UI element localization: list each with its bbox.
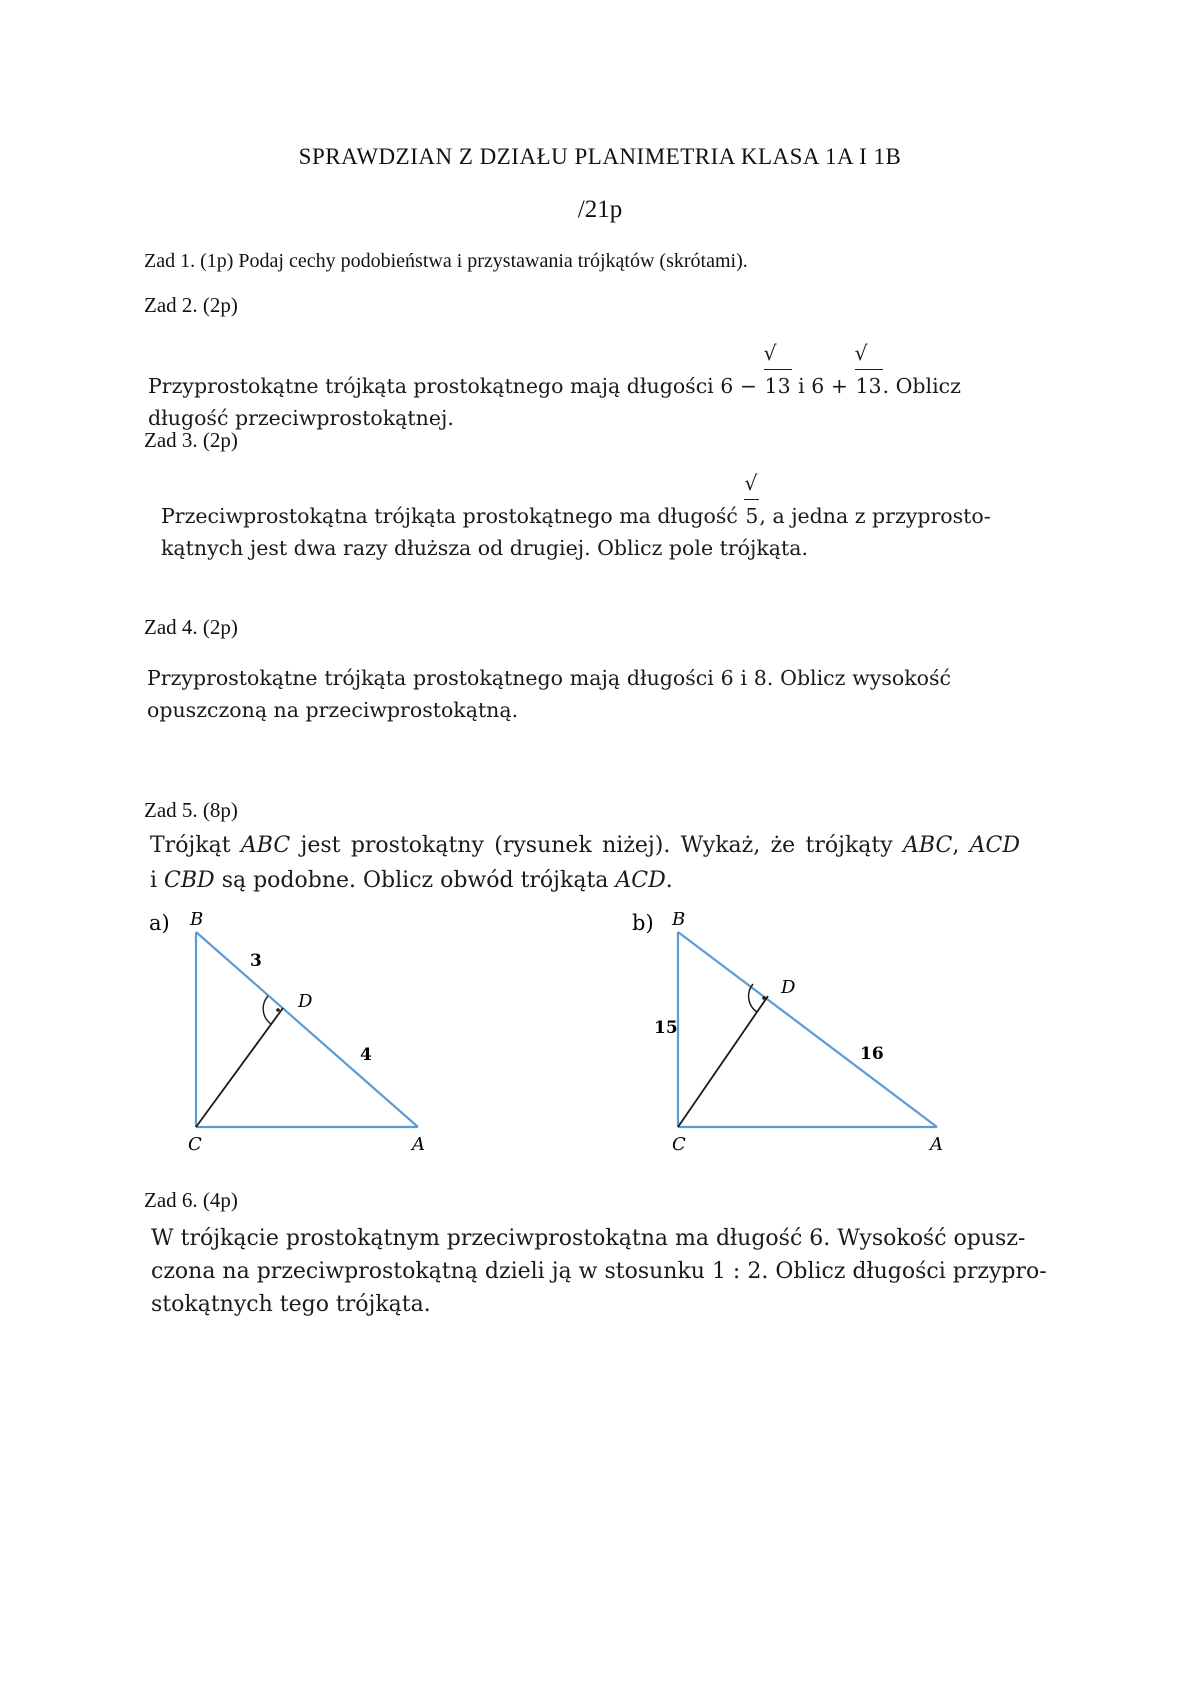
- figure-a: [149, 909, 425, 1155]
- task-3-head: Zad 3.: [144, 428, 198, 452]
- task-3-heading: [144, 428, 238, 453]
- radicand-b: 13: [855, 369, 883, 402]
- figure-a-vertex-a: A: [412, 1134, 425, 1155]
- task-3-text-a: Przeciwprostokątna trójkąta prostokątnego ma długość: [161, 504, 738, 528]
- math-abc: ABC: [240, 833, 291, 858]
- task-4-points: (2p): [202, 615, 238, 639]
- figure-a-length-bd: 3: [250, 951, 262, 971]
- page-title: SPRAWDZIAN Z DZIAŁU PLANIMETRIA KLASA 1A I 1B: [298, 144, 902, 169]
- figure-a-vertex-c: C: [188, 1134, 202, 1155]
- task-2-line-2: długość przeciwprostokątnej.: [148, 406, 454, 430]
- task-6-heading: [144, 1188, 238, 1213]
- task-5-heading: [144, 798, 238, 823]
- task-2-heading: [144, 293, 238, 318]
- figure-b-side-ba: [678, 932, 937, 1127]
- task-5-line-2: [150, 863, 1020, 898]
- task-5-line-1: [150, 828, 1020, 863]
- figure-a-right-angle-mark: [263, 996, 271, 1024]
- task-4-heading: [144, 615, 238, 640]
- task-2-text-c: . Oblicz: [882, 374, 961, 398]
- task-3-line-1: [161, 467, 991, 532]
- task-6-head: Zad 6.: [144, 1188, 198, 1212]
- task-5-text-d: są podobne. Oblicz obwód trójkąta: [221, 868, 609, 893]
- figure-b-altitude: [678, 996, 768, 1127]
- task-5-comma: ,: [952, 833, 960, 858]
- task-1-text: Podaj cechy podobieństwa i przystawania trójkątów (skrótami).: [238, 250, 748, 272]
- sqrt-13-b: √ 13: [855, 337, 883, 402]
- figure-b-label: b): [632, 911, 654, 935]
- task-2-body: [148, 337, 961, 434]
- task-4-head: Zad 4.: [144, 615, 198, 639]
- task-1-head: Zad 1.: [144, 250, 196, 272]
- figure-b: [632, 909, 943, 1155]
- task-3-body: [161, 467, 991, 564]
- task-2-text-a: Przyprostokątne trójkąta prostokątnego mają długości 6 −: [148, 374, 757, 398]
- figure-a-label: a): [149, 911, 170, 935]
- task-5-head: Zad 5.: [144, 798, 198, 822]
- task-5-text-a: Trójkąt: [150, 833, 231, 858]
- figure-b-length-bc: 15: [654, 1018, 678, 1038]
- figure-a-vertex-b: B: [190, 909, 204, 930]
- math-abc-2: ABC: [903, 833, 953, 858]
- task-2-points: (2p): [202, 293, 238, 317]
- task-5-points: (8p): [202, 798, 238, 822]
- task-1-points: (1p): [200, 250, 234, 272]
- total-points: /21p: [577, 196, 623, 223]
- task-2-line-1: [148, 337, 961, 402]
- math-cbd: CBD: [164, 868, 215, 893]
- radicand-a: 13: [764, 369, 792, 402]
- figure-b-vertex-a: A: [930, 1134, 943, 1155]
- task-2-head: Zad 2.: [144, 293, 198, 317]
- task-3-points: (2p): [202, 428, 238, 452]
- math-acd: ACD: [969, 833, 1021, 858]
- figure-a-length-da: 4: [360, 1045, 372, 1065]
- radicand-5: 5: [744, 499, 759, 532]
- figure-b-vertex-d: D: [781, 977, 796, 998]
- task-4-line-1: Przyprostokątne trójkąta prostokątnego mają długości 6 i 8. Oblicz wysokość: [147, 666, 951, 690]
- figure-a-side-ba: [196, 932, 418, 1127]
- task-6-points: (4p): [202, 1188, 238, 1212]
- task-6-line-3: stokątnych tego trójkąta.: [151, 1292, 431, 1317]
- math-acd-2: ACD: [615, 868, 666, 893]
- task-5-text-c: i: [150, 868, 158, 893]
- sqrt-13-a: √ 13: [764, 337, 792, 402]
- task-6-line-1: W trójkącie prostokątnym przeciwprostokątna ma długość 6. Wysokość opusz-: [151, 1226, 1026, 1251]
- task-5-dot: .: [665, 868, 673, 893]
- task-3-line-2: kątnych jest dwa razy dłuższa od drugiej. Oblicz pole trójkąta.: [161, 536, 808, 560]
- figure-a-altitude: [196, 1008, 283, 1127]
- task-4-body: [147, 662, 951, 726]
- task-5-text-b: jest prostokątny (rysunek niżej). Wykaż, że trójkąty: [300, 833, 893, 858]
- figure-a-right-angle-dot: [276, 1008, 280, 1012]
- task-1: [144, 250, 748, 273]
- sqrt-5: √ 5: [744, 467, 759, 532]
- figure-b-vertex-b: B: [672, 909, 686, 930]
- figure-b-right-angle-dot: [762, 996, 766, 1000]
- task-5-body: [150, 828, 1020, 898]
- task-6-body: [151, 1222, 1047, 1321]
- figure-b-vertex-c: C: [672, 1134, 686, 1155]
- figure-a-vertex-d: D: [298, 991, 313, 1012]
- task-3-text-b: , a jedna z przyprosto-: [759, 504, 991, 528]
- figures-svg: [0, 900, 1200, 1170]
- task-6-line-2: czona na przeciwprostokątną dzieli ją w stosunku 1 : 2. Oblicz długości przypro-: [151, 1259, 1047, 1284]
- task-2-text-b: i 6 +: [798, 374, 848, 398]
- figure-b-length-da: 16: [860, 1044, 884, 1064]
- task-4-line-2: opuszczoną na przeciwprostokątną.: [147, 698, 519, 722]
